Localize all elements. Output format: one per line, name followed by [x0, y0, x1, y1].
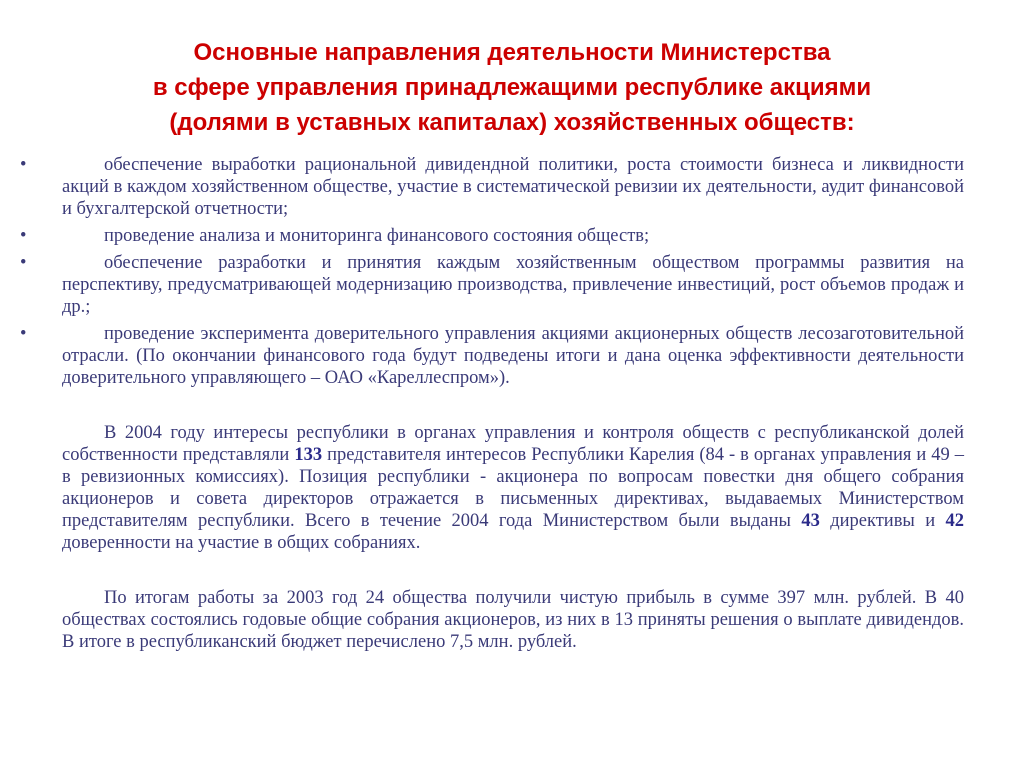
slide-body — [20, 154, 965, 653]
paragraph-text: доверенности на участие в общих собраниях. — [62, 533, 421, 553]
bullet-marker: • — [20, 155, 27, 175]
directives-count: 43 — [801, 511, 820, 531]
paragraph-text: В 2004 году интересы республики в органах управления и контроля обществ с республиканской долей собственности представляли — [62, 423, 964, 465]
bullet-text: обеспечение разработки и принятия каждым хозяйственным обществом программы развития на перспективу, предусматривающей модернизацию производства, привлечение инвестиций, рост объемов продаж и др.; — [62, 253, 964, 317]
title-line-3: (долями в уставных капиталах) хозяйственных обществ: — [169, 109, 855, 136]
paragraph-results-2003: По итогам работы за 2003 год 24 общества получили чистую прибыль в сумме 397 млн. рублей. В 40 обществах состоялись годовые общие собрания акционеров, из них в 13 приняты решения о выплате дивидендов. В итоге в республиканский бюджет перечислено 7,5 млн. рублей. — [62, 588, 964, 652]
bullet-marker: • — [20, 253, 27, 273]
title-line-1: Основные направления деятельности Министерства — [193, 39, 831, 66]
bullet-marker: • — [20, 324, 27, 344]
bullet-item — [20, 154, 964, 220]
title-line-2: в сфере управления принадлежащими республике акциями — [152, 74, 872, 101]
bullet-marker: • — [20, 226, 27, 246]
slide-title — [40, 35, 984, 140]
bullet-item — [20, 225, 964, 247]
bullet-item — [20, 323, 964, 389]
paragraph-text: представителя интересов Республики Карелия (84 - в органах управления и 49 – в ревизионных комиссиях). Позиция республики - акционера по вопросам повестки дня общего собрания акционеров и совета директоров отражается в письменных директивах, выдаваемых Министерством представителям республики. Всего в течение 2004 года Министерством были выданы — [62, 445, 965, 531]
bullet-text: проведение анализа и мониторинга финансового состояния обществ; — [104, 226, 650, 246]
paragraph-text: директивы и — [819, 511, 946, 531]
powers-of-attorney-count: 42 — [945, 511, 964, 531]
paragraph-representatives — [62, 422, 964, 554]
representatives-count: 133 — [294, 445, 323, 465]
bullet-text: проведение эксперимента доверительного управления акциями акционерных обществ лесозаготовительной отрасли. (По окончании финансового года будут подведены итоги и дана оценка эффективности деятельности доверительного управляющего – ОАО «Кареллеспром»). — [62, 324, 964, 388]
bullet-text: обеспечение выработки рациональной дивидендной политики, роста стоимости бизнеса и ликвидности акций в каждом хозяйственном обществе, участие в систематической ревизии их деятельности, аудит финансовой и бухгалтерской отчетности; — [62, 155, 964, 219]
bullet-item — [20, 252, 964, 318]
